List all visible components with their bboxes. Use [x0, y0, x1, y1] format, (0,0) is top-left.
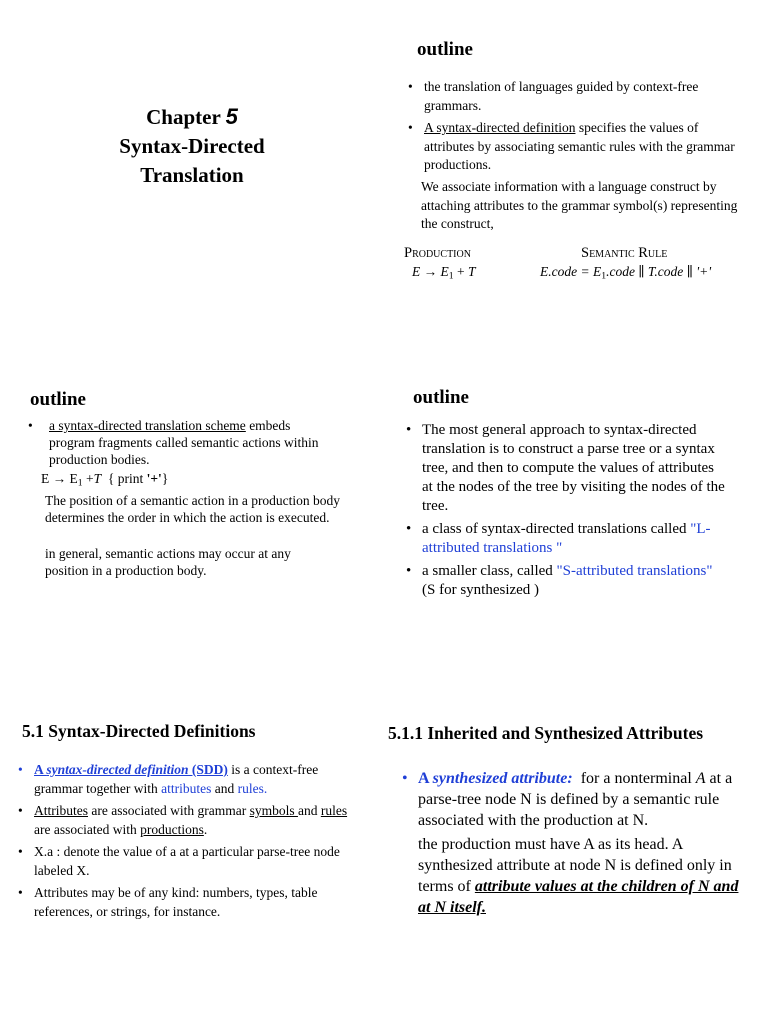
slide-outline-3: [384, 341, 768, 682]
bullet-icon: •: [408, 79, 413, 94]
paragraph: The position of a semantic action in a production body determines the order in which the action is executed.: [45, 493, 341, 525]
bullet-text: (S for synthesized ): [422, 582, 540, 598]
bullet-text: are associated with grammar: [88, 803, 250, 818]
paragraph-text: the production must have A as its head. A synthesized attribute at node N is defined only in terms of: [418, 836, 732, 895]
slide-outline-2: [0, 341, 384, 682]
list-item: [408, 119, 738, 175]
bullet-icon: •: [406, 422, 412, 438]
math-expression: E → E: [41, 471, 78, 486]
list-item: [18, 842, 353, 880]
table-header-production: [404, 245, 471, 262]
list-item: [406, 421, 726, 516]
bullet-text: and: [211, 781, 238, 796]
math-symbol: A: [695, 770, 706, 787]
bullet-list: [408, 78, 738, 175]
action-string: '+': [146, 471, 162, 486]
list-item: [406, 520, 726, 558]
bullet-icon: •: [18, 762, 23, 777]
rules-term: rules: [320, 803, 348, 818]
math-subscript: 1: [448, 270, 454, 282]
symbols-term: symbols: [249, 803, 298, 818]
list-item: [18, 883, 353, 921]
attributes-term: Attributes: [34, 803, 88, 818]
l-attributed-term: "L-attributed translations ": [422, 521, 711, 556]
bullet-list: [28, 417, 338, 468]
bullet-text: A: [34, 762, 47, 777]
bullet-text: embeds program fragments called semantic actions within production bodies.: [49, 418, 319, 467]
chapter-title-line2: Translation: [140, 163, 244, 187]
bullet-text: specifies the values of attributes by associating semantic rules with the grammar productions.: [424, 120, 735, 172]
math-symbol: T: [467, 264, 476, 279]
bullet-icon: •: [406, 521, 412, 537]
bullet-text: A: [418, 770, 433, 787]
bullet-text: at a parse-tree node N is defined by a semantic rule associated with the production at N.: [418, 770, 733, 829]
list-item: [28, 417, 338, 468]
action-close: }: [161, 471, 169, 486]
bullet-text: a smaller class, called: [422, 563, 557, 579]
slide-chapter-title: [0, 0, 384, 341]
list-item: [18, 760, 353, 798]
s-attributed-term: "S-attributed translations": [556, 563, 713, 579]
bullet-list: [402, 768, 742, 831]
bullet-text: The most general approach to syntax-directed translation is to construct a parse tree or a syntax tree, and then to compute the values of attributes at the nodes of the tree by visiting the nodes of the tree.: [422, 422, 725, 514]
synthesized-term: synthesized attribute:: [432, 770, 573, 787]
productions-term: productions: [140, 822, 204, 837]
slide-heading: outline: [417, 39, 473, 60]
math-symbol: E: [440, 264, 449, 279]
sdd-term: syntax-directed definition: [46, 762, 189, 777]
math-symbol: T: [93, 471, 102, 486]
bullet-text: Attributes may be of any kind: numbers, types, table references, or strings, for instance.: [34, 885, 318, 919]
rule-cell: [540, 264, 711, 281]
math-expression: E.code = E: [540, 264, 602, 279]
arrow-icon: →: [423, 264, 438, 279]
sdd-term: A syntax-directed definition: [424, 120, 576, 135]
sdd-abbrev: (SDD): [188, 762, 228, 777]
bullet-text: .: [263, 781, 268, 796]
header-text: Production: [404, 245, 471, 261]
action-text: { print: [101, 471, 147, 486]
list-item: [406, 562, 726, 600]
math-subscript: 1: [601, 270, 607, 282]
sdts-term: a syntax-directed translation scheme: [49, 418, 246, 433]
slide-outline-1: [384, 0, 768, 341]
slide-attributes: [384, 682, 768, 1023]
math-subscript: 1: [77, 477, 83, 489]
bullet-icon: •: [402, 770, 408, 787]
chapter-title-line1: Syntax-Directed: [119, 134, 265, 158]
bullet-text: and: [297, 803, 321, 818]
bullet-text: a class of syntax-directed translations called: [422, 521, 691, 537]
math-expression: .code ∥ T.code ∥ '+': [606, 264, 712, 279]
table-header-rule: [581, 245, 667, 262]
bullet-icon: •: [28, 418, 33, 433]
slide-heading: outline: [413, 387, 469, 408]
chapter-number: 5: [225, 104, 238, 129]
math-operator: +: [453, 264, 468, 279]
bullet-text: X.a : denote the value of a at a particular parse-tree node labeled X.: [34, 844, 340, 878]
bullet-text: .: [203, 822, 208, 837]
chapter-word: Chapter: [146, 105, 221, 129]
bullet-icon: •: [18, 844, 23, 859]
bullet-text: are associated with: [34, 822, 141, 837]
list-item: [402, 768, 742, 831]
bullet-text: for a nonterminal: [572, 770, 696, 787]
production-cell: [412, 264, 476, 281]
rules-term: rules: [237, 781, 264, 796]
math-operator: +: [82, 471, 94, 486]
bullet-text: the translation of languages guided by context-free grammars.: [424, 79, 699, 113]
bullet-icon: •: [408, 120, 413, 135]
math-symbol: E: [412, 264, 421, 279]
paragraph: [418, 834, 744, 918]
paragraph: We associate information with a language construct by attaching attributes to the grammar symbol(s) representing the construct,: [421, 179, 738, 231]
bullet-icon: •: [18, 803, 23, 818]
attributes-term: attributes: [161, 781, 212, 796]
bullet-icon: •: [406, 563, 412, 579]
slide-sdd: [0, 682, 384, 1023]
bullet-text: is a context-free grammar together with: [34, 762, 319, 796]
paragraph: in general, semantic actions may occur at any position in a production body.: [45, 546, 291, 578]
list-item: [18, 801, 353, 839]
bullet-list: [18, 760, 353, 921]
header-text: Semantic Rule: [581, 245, 668, 261]
example-production: [41, 471, 168, 488]
emphasis-text: attribute values at the children of N and at N itself.: [418, 878, 739, 916]
slide-heading: 5.1.1 Inherited and Synthesized Attributes: [388, 723, 704, 743]
bullet-icon: •: [18, 885, 23, 900]
list-item: [408, 78, 738, 115]
slide-heading: 5.1 Syntax-Directed Definitions: [22, 721, 256, 741]
slide-heading: outline: [30, 389, 86, 410]
bullet-list: [406, 421, 726, 600]
chapter-line: [0, 102, 384, 132]
